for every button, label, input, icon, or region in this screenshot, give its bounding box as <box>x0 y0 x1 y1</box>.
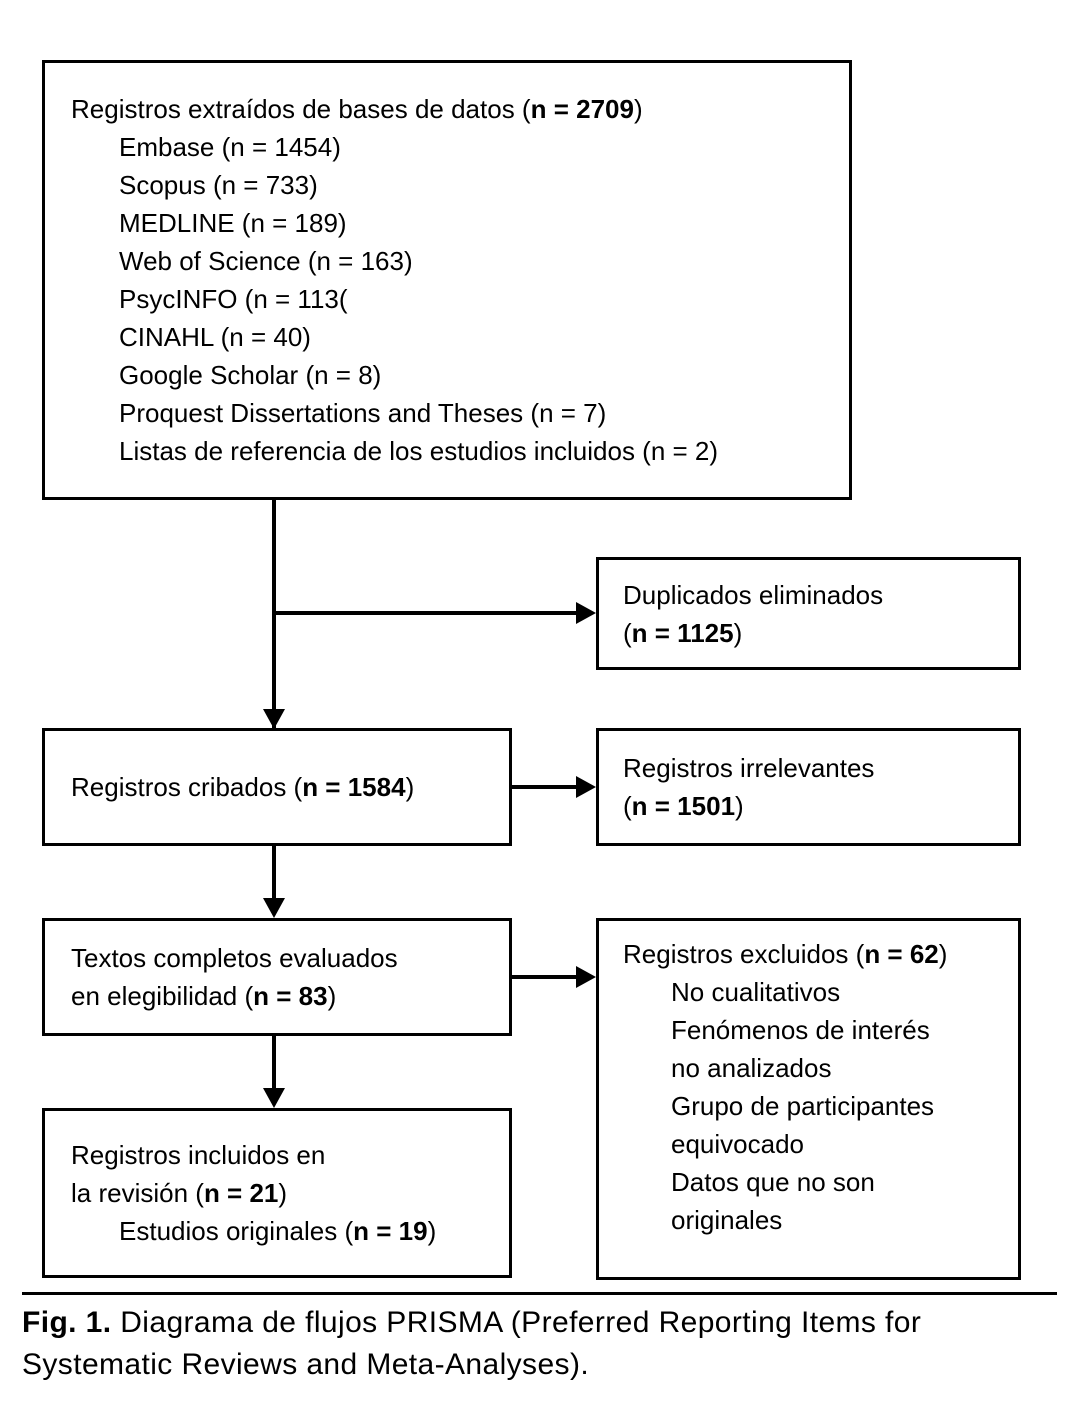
identification-title-prefix: Registros extraídos de bases de datos ( <box>71 94 531 124</box>
original-studies-suffix: ) <box>427 1216 437 1246</box>
source-item: Web of Science (n = 163) <box>119 246 413 276</box>
original-studies-count: n = 19 <box>353 1216 428 1246</box>
arrowhead-to-fulltext <box>263 898 285 918</box>
included-line2 <box>71 1174 509 1212</box>
fulltext-line1: Textos completos evaluados <box>71 943 398 973</box>
included-line3 <box>71 1212 509 1250</box>
excluded-title-prefix: Registros excluidos ( <box>623 939 865 969</box>
exclusion-reason: Grupo de participantes <box>671 1091 935 1121</box>
box-fulltext-assessed <box>42 918 512 1036</box>
irrelevant-line2 <box>623 787 1018 825</box>
excluded-count: n = 62 <box>864 939 939 969</box>
included-prefix: la revisión ( <box>71 1178 204 1208</box>
box-records-irrelevant <box>596 728 1021 846</box>
exclusion-reason: Fenómenos de interés <box>671 1015 930 1045</box>
duplicates-line2 <box>623 614 1018 652</box>
irrelevant-line1: Registros irrelevantes <box>623 753 875 783</box>
source-item: Listas de referencia de los estudios incluidos (n = 2) <box>119 436 719 466</box>
exclusion-reason: No cualitativos <box>671 977 841 1007</box>
exclusion-reason: equivocado <box>671 1129 804 1159</box>
original-studies-prefix: Estudios originales ( <box>119 1216 354 1246</box>
identification-title-count: n = 2709 <box>530 94 634 124</box>
figure-label: Fig. 1. <box>22 1306 112 1339</box>
figure-caption-text: Diagrama de flujos PRISMA (Preferred Reporting Items for Systematic Reviews and Meta-Analyses). <box>22 1306 922 1381</box>
exclusion-reason: Datos que no son <box>671 1167 875 1197</box>
identification-title-suffix: ) <box>633 94 643 124</box>
box-records-screened <box>42 728 512 846</box>
irrelevant-count-prefix: ( <box>623 791 632 821</box>
source-item: Proquest Dissertations and Theses (n = 7) <box>119 398 607 428</box>
included-suffix: ) <box>278 1178 288 1208</box>
duplicates-count-prefix: ( <box>623 617 632 648</box>
arrowhead-to-duplicates <box>576 602 596 624</box>
fulltext-count: n = 83 <box>253 981 328 1011</box>
exclusion-reason: originales <box>671 1205 783 1235</box>
connector-to-excluded <box>512 975 577 979</box>
fulltext-suffix: ) <box>327 981 337 1011</box>
screened-text <box>71 768 509 806</box>
excluded-title <box>623 935 1018 973</box>
screened-prefix: Registros cribados ( <box>71 772 303 802</box>
source-item: MEDLINE (n = 189) <box>119 208 347 238</box>
connector-to-irrelevant <box>512 785 577 789</box>
connector-fulltext-to-included <box>272 1036 276 1088</box>
duplicates-count-suffix: ) <box>733 617 743 648</box>
source-item: PsycINFO (n = 113( <box>119 284 348 314</box>
fulltext-prefix: en elegibilidad ( <box>71 981 254 1011</box>
box-duplicates-removed <box>596 557 1021 670</box>
excluded-title-suffix: ) <box>938 939 948 969</box>
source-item: CINAHL (n = 40) <box>119 322 311 352</box>
duplicates-count: n = 1125 <box>631 617 734 648</box>
caption-divider <box>22 1292 1057 1295</box>
arrowhead-to-screened <box>263 709 285 729</box>
irrelevant-count: n = 1501 <box>631 791 736 821</box>
exclusion-reason: no analizados <box>671 1053 832 1083</box>
box-records-excluded <box>596 918 1021 1280</box>
arrowhead-to-excluded <box>576 966 596 988</box>
identification-title <box>71 90 849 128</box>
included-count: n = 21 <box>203 1178 279 1208</box>
box-records-included <box>42 1108 512 1278</box>
duplicates-line1: Duplicados eliminados <box>623 579 884 610</box>
source-item: Scopus (n = 733) <box>119 170 318 200</box>
connector-screened-to-fulltext <box>272 846 276 898</box>
included-line1: Registros incluidos en <box>71 1140 326 1170</box>
arrowhead-to-irrelevant <box>576 776 596 798</box>
fulltext-line2 <box>71 977 509 1015</box>
box-records-identified <box>42 60 852 500</box>
irrelevant-count-suffix: ) <box>735 791 744 821</box>
connector-to-duplicates <box>272 611 577 615</box>
source-item: Embase (n = 1454) <box>119 132 341 162</box>
figure-caption <box>22 1302 1062 1386</box>
source-item: Google Scholar (n = 8) <box>119 360 382 390</box>
screened-suffix: ) <box>405 772 415 802</box>
screened-count: n = 1584 <box>302 772 406 802</box>
arrowhead-to-included <box>263 1088 285 1108</box>
